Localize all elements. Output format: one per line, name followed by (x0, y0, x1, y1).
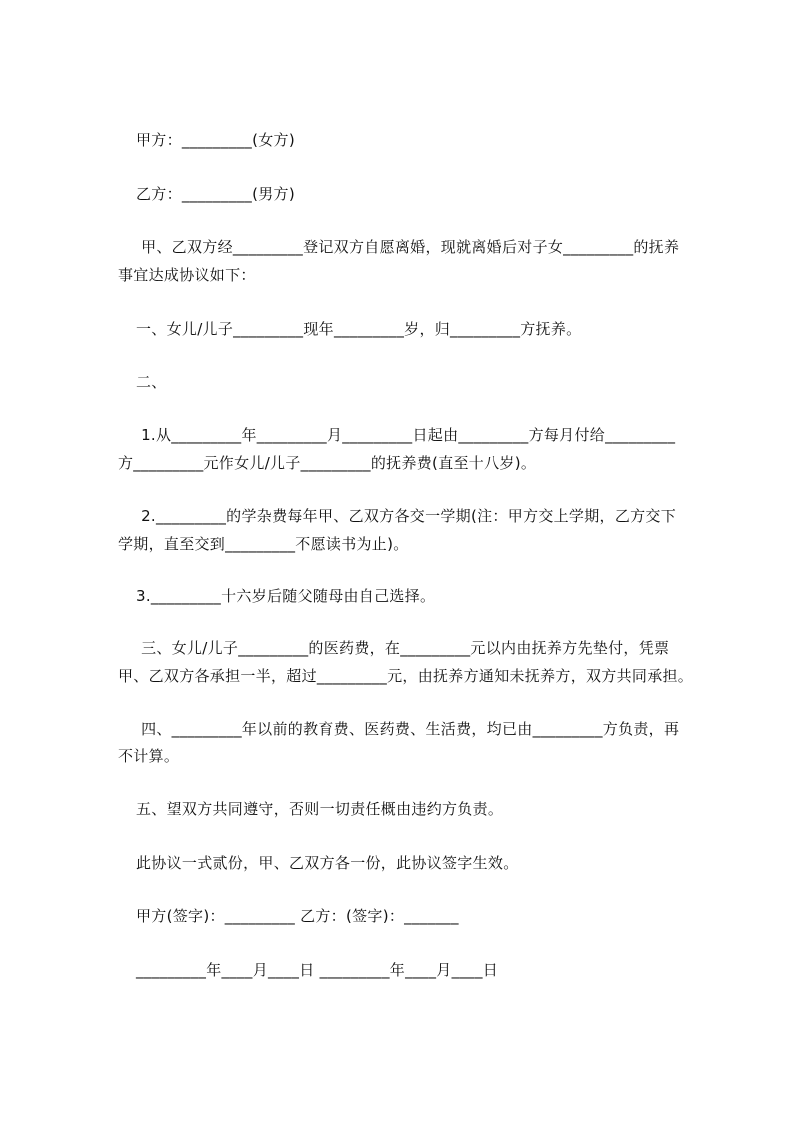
clause-1-line: 一、女儿/儿子_________现年_________岁，归_________方抚养。 (136, 320, 582, 338)
clause-4-line-2: 不计算。 (118, 747, 180, 765)
clause-2-heading: 二、 (136, 373, 167, 391)
clause-2-2-line-2: 学期，直至交到_________不愿读书为止)。 (118, 535, 409, 553)
clause-3-line-2: 甲、乙双方各承担一半，超过_________元，由抚养方通知未抚养方，双方共同承担。 (118, 667, 694, 685)
clause-2-3-line: 3._________十六岁后随父随母由自己选择。 (136, 587, 436, 605)
signature-line: 甲方(签字)：_________ 乙方：(签字)：_______ (136, 907, 459, 925)
clause-5-line: 五、望双方共同遵守，否则一切责任概由违约方负责。 (136, 800, 504, 818)
party-a-line: 甲方：_________(女方) (136, 131, 296, 149)
party-b-line: 乙方：_________(男方) (136, 185, 296, 203)
clause-2-1-line-1: 1.从_________年_________月_________日起由_________方每月付给_________ (136, 426, 676, 444)
date-line: _________年____月____日 _________年____月____日 (136, 961, 499, 979)
clause-2-1-line-2: 方_________元作女儿/儿子_________的抚养费(直至十八岁)。 (118, 454, 537, 472)
clause-2-2-line-1: 2._________的学杂费每年甲、乙双方各交一学期(注：甲方交上学期，乙方交下 (136, 507, 677, 525)
clause-4-line-1: 四、_________年以前的教育费、医药费、生活费，均已由_________方负责，再 (136, 720, 680, 738)
intro-paragraph-line-1: 甲、乙双方经_________登记双方自愿离婚，现就离婚后对子女_________的抚养 (136, 238, 680, 256)
intro-paragraph-line-2: 事宜达成协议如下： (118, 266, 256, 284)
validity-line: 此协议一式贰份，甲、乙双方各一份，此协议签字生效。 (136, 854, 519, 872)
clause-3-line-1: 三、女儿/儿子_________的医药费，在_________元以内由抚养方先垫付，凭票 (136, 639, 670, 657)
